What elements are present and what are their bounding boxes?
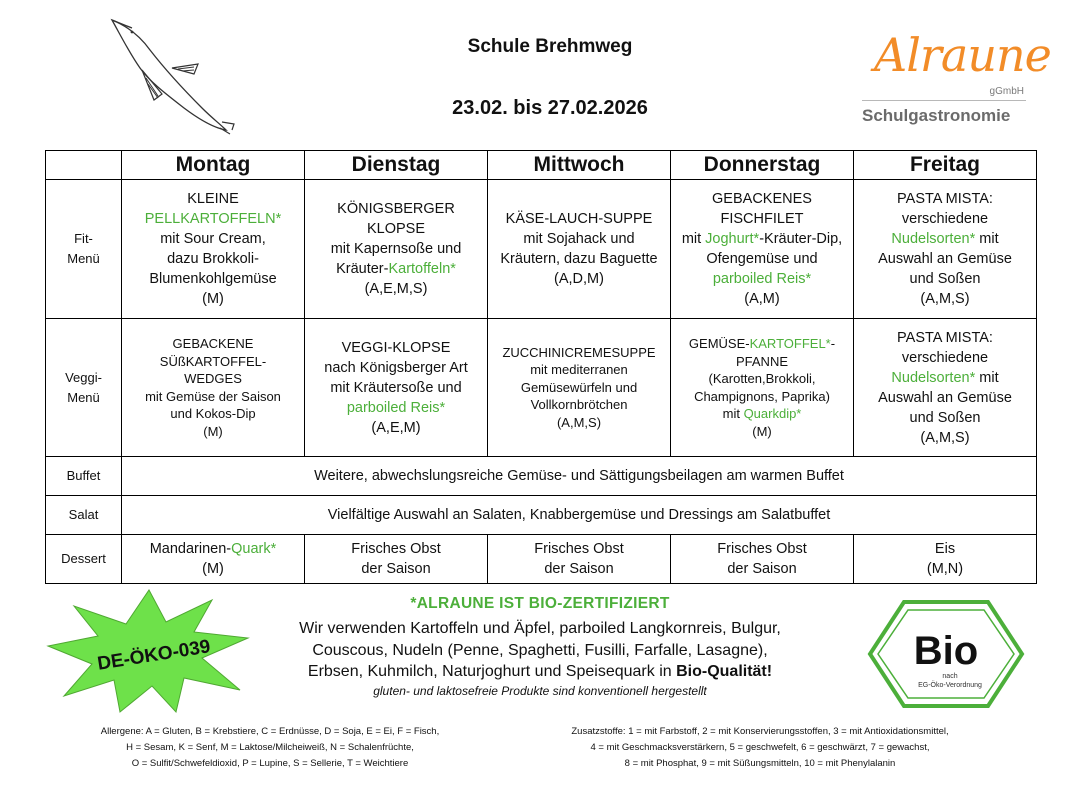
logo-gmbh: gGmbH [989,86,1024,97]
oeko-code: DE-ÖKO-039 [95,636,212,675]
fit-thursday: GEBACKENES FISCHFILET mit Joghurt*-Kräuter-Dip, Ofengemüse und parboiled Reis* (A,M) [671,180,854,319]
bird-sketch-icon [102,12,252,137]
bio-seal-icon [866,598,1026,710]
dessert-monday: Mandarinen-Quark* (M) [122,535,305,584]
buffet-row [46,457,1037,496]
day-tuesday: Dienstag [305,151,488,180]
logo-divider [862,100,1026,101]
salat-row [46,496,1037,535]
bio-note [250,594,830,698]
bio-seal-text: Bio [913,629,979,673]
veggi-wednesday: ZUCCHINICREMESUPPE mit mediterranen Gemüsewürfeln und Vollkornbrötchen (A,M,S) [488,319,671,457]
veggi-menu-label: Veggi- Menü [46,319,122,457]
dessert-wednesday: Frisches Obst der Saison [488,535,671,584]
alraune-logo [856,20,1051,132]
dessert-friday: Eis (M,N) [854,535,1037,584]
buffet-text: Weitere, abwechslungsreiche Gemüse- und Sättigungsbeilagen am warmen Buffet [122,457,1037,496]
school-title: Schule Brehmweg [467,36,633,57]
bio-body: Wir verwenden Kartoffeln und Äpfel, parboiled Langkornreis, Bulgur, Couscous, Nudeln (Penne, Spaghetti, Fusilli, Farfalle, Lasagne), Erbsen, Kuhmilch, Naturjoghurt und Speisequark in Bio-Qualität! [299,620,781,680]
veggi-thursday: GEMÜSE-KARTOFFEL*- PFANNE (Karotten,Brokkoli, Champignons, Paprika) mit Quarkdip* (M) [671,319,854,457]
salat-text: Vielfältige Auswahl an Salaten, Knabbergemüse und Dressings am Salatbuffet [122,496,1037,535]
veggi-monday: GEBACKENE SÜßKARTOFFEL- WEDGES mit Gemüse der Saison und Kokos-Dip (M) [122,319,305,457]
fit-menu-label: Fit- Menü [46,180,122,319]
day-header-row [46,151,1037,180]
day-monday: Montag [122,151,305,180]
buffet-label: Buffet [46,457,122,496]
salat-label: Salat [46,496,122,535]
day-wednesday: Mittwoch [488,151,671,180]
veggi-tuesday: VEGGI-KLOPSE nach Königsberger Art mit Kräutersoße und parboiled Reis* (A,E,M) [305,319,488,457]
bio-footnote: gluten- und laktosefreie Produkte sind konventionell hergestellt [373,683,707,698]
bio-seal-sub1: nach [942,673,958,680]
oeko-star-badge [44,586,254,716]
fit-tuesday: KÖNIGSBERGER KLOPSE mit Kapernsoße und Kräuter-Kartoffeln* (A,E,M,S) [305,180,488,319]
dessert-thursday: Frisches Obst der Saison [671,535,854,584]
additive-legend: Zusatzstoffe: 1 = mit Farbstoff, 2 = mit Konservierungsstoffen, 3 = mit Antioxidationsmittel, 4 = mit Geschmacksverstärkern, 5 = geschwefelt, 6 = geschwärzt, 7 = gewachst, 8 = mit Phosphat, 9 = mit Süßungsmitteln, 10 = mit Phenylalanin [571,726,949,769]
logo-subtitle: Schulgastronomie [862,106,1011,125]
veggi-menu-row [46,319,1037,457]
menu-table [45,150,1037,584]
fit-menu-row [46,180,1037,319]
bio-certified-heading: *ALRAUNE IST BIO-ZERTIFIZIERT [410,595,670,612]
date-range: 23.02. bis 27.02.2026 [452,97,648,119]
corner-cell [46,151,122,180]
fit-monday: KLEINE PELLKARTOFFELN* mit Sour Cream, dazu Brokkoli- Blumenkohlgemüse (M) [122,180,305,319]
logo-wordmark: Alraune [874,28,1051,82]
dessert-row [46,535,1037,584]
allergen-legend: Allergene: A = Gluten, B = Krebstiere, C = Erdnüsse, D = Soja, E = Ei, F = Fisch, H = Sesam, K = Senf, M = Laktose/Milcheiweiß, N = Schalenfrüchte, O = Sulfit/Schwefeldioxid, P = Lupine, S = Sellerie, T = Weichtiere [100,726,440,769]
fit-wednesday: KÄSE-LAUCH-SUPPE mit Sojahack und Kräutern, dazu Baguette (A,D,M) [488,180,671,319]
veggi-friday: PASTA MISTA: verschiedene Nudelsorten* mit Auswahl an Gemüse und Soßen (A,M,S) [854,319,1037,457]
bio-seal-sub2: EG-Öko-Verordnung [918,682,982,689]
day-friday: Freitag [854,151,1037,180]
day-thursday: Donnerstag [671,151,854,180]
dessert-label: Dessert [46,535,122,584]
fit-friday: PASTA MISTA: verschiedene Nudelsorten* mit Auswahl an Gemüse und Soßen (A,M,S) [854,180,1037,319]
dessert-tuesday: Frisches Obst der Saison [305,535,488,584]
